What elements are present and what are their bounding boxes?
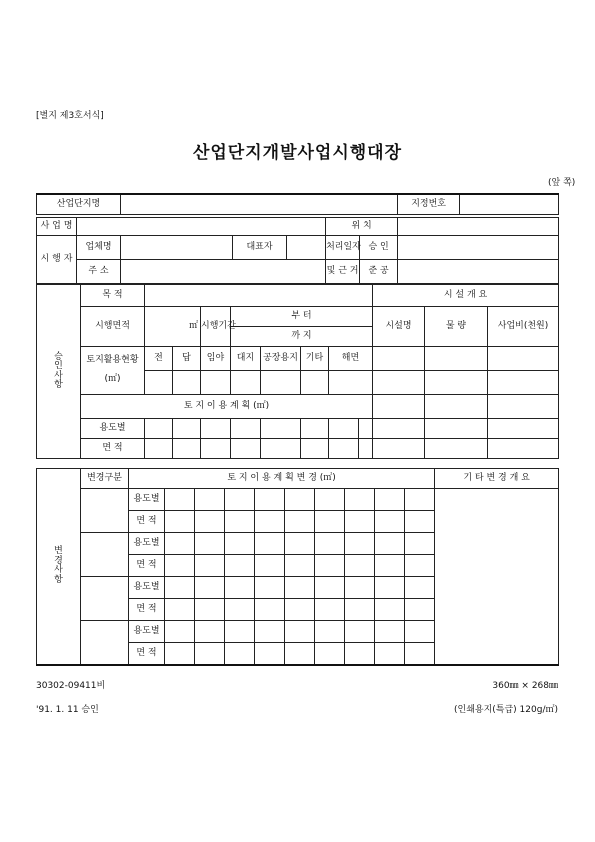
- plan-cell[interactable]: [201, 439, 231, 459]
- plan-cell[interactable]: [145, 439, 173, 459]
- capacity-label: 물 량: [425, 307, 488, 347]
- by-use-label: 용도별: [129, 621, 165, 643]
- representative-field[interactable]: [287, 236, 326, 260]
- land-cell[interactable]: [173, 371, 201, 395]
- plan-cell[interactable]: [359, 439, 373, 459]
- land-cell[interactable]: [231, 371, 261, 395]
- land-type: 기타: [301, 347, 329, 371]
- facility-cell[interactable]: [373, 395, 425, 419]
- page-title: 산업단지개발사업시행대장: [192, 143, 403, 163]
- form-code: 30302-09411비: [36, 681, 106, 691]
- form-label: [별지 제3호서식]: [36, 111, 104, 121]
- other-change-label: 기 타 변 경 개 요: [435, 469, 559, 489]
- category-cell[interactable]: [81, 621, 129, 665]
- facility-cell[interactable]: [373, 347, 425, 371]
- company-name-label: 업체명: [77, 236, 121, 260]
- project-name-field[interactable]: [77, 218, 326, 236]
- company-name-field[interactable]: [121, 236, 233, 260]
- plan-cell[interactable]: [301, 419, 329, 439]
- area-row-label: 면 적: [129, 599, 165, 621]
- area-unit: ㎡: [145, 307, 201, 347]
- plan-cell[interactable]: [173, 439, 201, 459]
- complex-name-field[interactable]: [121, 194, 398, 214]
- facility-cell[interactable]: [373, 439, 425, 459]
- header-table: [36, 193, 559, 215]
- land-type: 임야: [201, 347, 231, 371]
- approval-section-label: 승 인 사 항: [37, 285, 81, 459]
- plan-cell[interactable]: [145, 419, 173, 439]
- facility-cell[interactable]: [373, 371, 425, 395]
- and-grounds-label: 및 근 거: [326, 260, 360, 284]
- changes-section-label: 변 경 사 항: [37, 469, 81, 665]
- category-cell[interactable]: [81, 489, 129, 533]
- facility-cell[interactable]: [425, 371, 488, 395]
- by-use-label: 용도별: [129, 577, 165, 599]
- approval-label: 승 인: [360, 236, 398, 260]
- changes-table: [36, 468, 559, 666]
- facility-cell[interactable]: [425, 439, 488, 459]
- facility-cell[interactable]: [488, 439, 559, 459]
- land-use-status-label: 토지활용현황 (㎡): [81, 347, 145, 395]
- facility-cell[interactable]: [488, 371, 559, 395]
- category-label: 변경구분: [81, 469, 129, 489]
- land-type: 전: [145, 347, 173, 371]
- completion-label: 준 공: [360, 260, 398, 284]
- plan-cell[interactable]: [173, 419, 201, 439]
- area-row-label: 면 적: [129, 555, 165, 577]
- land-cell[interactable]: [301, 371, 329, 395]
- plan-cell[interactable]: [329, 419, 359, 439]
- address-label: 주 소: [77, 260, 121, 284]
- purpose-field[interactable]: [145, 285, 373, 307]
- designation-no-label: 지정번호: [398, 194, 460, 214]
- by-use-label: 용도별: [81, 419, 145, 439]
- category-cell[interactable]: [81, 533, 129, 577]
- period-label: 시행기간: [201, 307, 231, 347]
- implementer-label: 시 행 자: [37, 236, 77, 284]
- area-row-label: 면 적: [81, 439, 145, 459]
- land-type: 대지: [231, 347, 261, 371]
- facility-cell[interactable]: [488, 419, 559, 439]
- complex-name-label: 산업단지명: [37, 194, 121, 214]
- area-label: 시행면적: [81, 307, 145, 347]
- location-label: 위 치: [326, 218, 398, 236]
- land-cell[interactable]: [145, 371, 173, 395]
- processing-date-label: 처리일자: [326, 236, 360, 260]
- facility-name-label: 시설명: [373, 307, 425, 347]
- period-from-label: 부 터: [231, 307, 373, 327]
- completion-field[interactable]: [398, 260, 559, 284]
- plan-cell[interactable]: [329, 439, 359, 459]
- paper-size: 360㎜ × 268㎜: [492, 681, 558, 691]
- project-name-label: 사 업 명: [37, 218, 77, 236]
- area-row-label: 면 적: [129, 511, 165, 533]
- representative-label: 대표자: [233, 236, 287, 260]
- other-change-field[interactable]: [435, 489, 559, 665]
- plan-cell[interactable]: [231, 439, 261, 459]
- plan-cell[interactable]: [301, 439, 329, 459]
- cost-label: 사업비(천원): [488, 307, 559, 347]
- by-use-label: 용도별: [129, 489, 165, 511]
- facility-cell[interactable]: [425, 347, 488, 371]
- designation-no-field[interactable]: [460, 194, 559, 214]
- facility-cell[interactable]: [373, 419, 425, 439]
- by-use-label: 용도별: [129, 533, 165, 555]
- land-use-change-label: 토 지 이 용 계 획 변 경 (㎡): [129, 469, 435, 489]
- paper-spec: (인쇄용지(특급) 120g/㎡): [454, 705, 558, 715]
- facility-overview-label: 시 설 개 요: [373, 285, 559, 307]
- land-type: 해면: [329, 347, 373, 371]
- project-table: [36, 217, 559, 284]
- land-type: 공장용지: [261, 347, 301, 371]
- plan-cell[interactable]: [261, 419, 301, 439]
- facility-cell[interactable]: [425, 395, 488, 419]
- land-cell[interactable]: [261, 371, 301, 395]
- facility-cell[interactable]: [488, 395, 559, 419]
- address-field[interactable]: [121, 260, 326, 284]
- plan-cell[interactable]: [231, 419, 261, 439]
- approval-date: '91. 1. 11 승인: [36, 705, 99, 715]
- plan-cell[interactable]: [201, 419, 231, 439]
- plan-cell[interactable]: [359, 419, 373, 439]
- category-cell[interactable]: [81, 577, 129, 621]
- area-row-label: 면 적: [129, 643, 165, 665]
- land-cell[interactable]: [329, 371, 373, 395]
- location-field[interactable]: [398, 218, 559, 236]
- approval-table: [36, 284, 559, 459]
- approval-field[interactable]: [398, 236, 559, 260]
- purpose-label: 목 적: [81, 285, 145, 307]
- land-type: 답: [173, 347, 201, 371]
- land-cell[interactable]: [201, 371, 231, 395]
- facility-cell[interactable]: [488, 347, 559, 371]
- land-use-plan-label: 토 지 이 용 계 획 (㎡): [81, 395, 373, 419]
- plan-cell[interactable]: [261, 439, 301, 459]
- side-label: (앞 쪽): [548, 178, 576, 188]
- facility-cell[interactable]: [425, 419, 488, 439]
- period-to-label: 까 지: [231, 327, 373, 347]
